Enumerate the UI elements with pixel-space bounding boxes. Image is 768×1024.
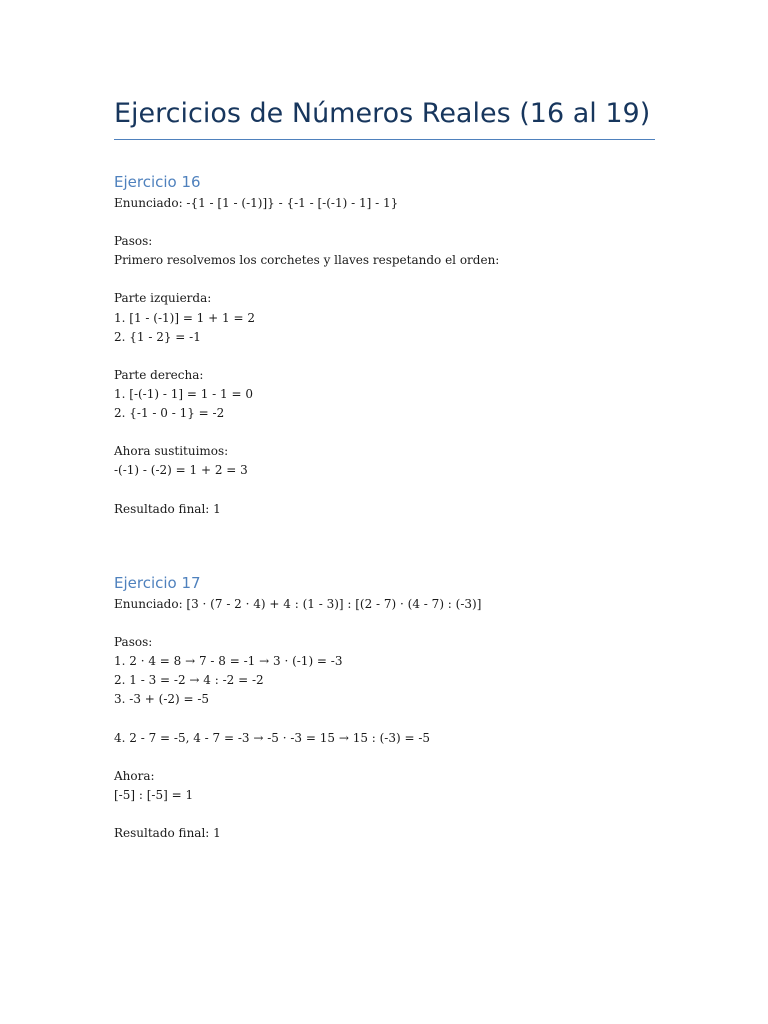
document-title: Ejercicios de Números Reales (16 al 19): [114, 98, 651, 129]
substitution-line: -(-1) - (-2) = 1 + 2 = 3: [114, 463, 248, 478]
blank-line: [114, 805, 674, 824]
final-result-line: Resultado final: 1: [114, 826, 221, 841]
blank-line: [114, 480, 674, 499]
blank-line: [114, 710, 674, 729]
exercise-17-heading: Ejercicio 17: [114, 574, 201, 592]
step-line: 1. 2 · 4 = 8 → 7 - 8 = -1 → 3 · (-1) = -3: [114, 654, 343, 669]
substitution-label: Ahora sustituimos:: [114, 444, 229, 459]
blank-line: [114, 347, 674, 366]
step-line: 2. {1 - 2} = -1: [114, 329, 201, 344]
exercise-16-body: [114, 194, 674, 519]
statement-line: Enunciado: [3 · (7 - 2 · 4) + 4 : (1 - 3)] : [(2 - 7) · (4 - 7) : (-3)]: [114, 597, 482, 611]
step-line: 1. [1 - (-1)] = 1 + 1 = 2: [114, 310, 255, 325]
step-line: 2. 1 - 3 = -2 → 4 : -2 = -2: [114, 673, 264, 688]
blank-line: [114, 270, 674, 289]
steps-label: Pasos:: [114, 635, 153, 650]
step-intro-line: Primero resolvemos los corchetes y llaves respetando el orden:: [114, 253, 500, 268]
exercise-17-section: [114, 571, 674, 843]
exercise-17-body: [114, 595, 674, 843]
steps-label: Pasos:: [114, 234, 153, 249]
title-underline: [114, 139, 655, 140]
statement-line: Enunciado: -{1 - [1 - (-1)]} - {-1 - [-(-1) - 1] - 1}: [114, 196, 399, 210]
blank-line: [114, 614, 674, 633]
step-line: 4. 2 - 7 = -5, 4 - 7 = -3 → -5 · -3 = 15 → 15 : (-3) = -5: [114, 730, 431, 745]
right-part-label: Parte derecha:: [114, 367, 204, 382]
final-result-line: Resultado final: 1: [114, 501, 221, 516]
step-line: 2. {-1 - 0 - 1} = -2: [114, 406, 225, 421]
then-label: Ahora:: [114, 768, 155, 783]
exercise-16-heading: Ejercicio 16: [114, 173, 201, 191]
exercise-16-section: [114, 170, 674, 519]
step-line: 3. -3 + (-2) = -5: [114, 692, 210, 707]
blank-line: [114, 748, 674, 767]
left-part-label: Parte izquierda:: [114, 291, 212, 306]
step-line: [-5] : [-5] = 1: [114, 787, 194, 802]
blank-line: [114, 213, 674, 232]
blank-line: [114, 423, 674, 442]
step-line: 1. [-(-1) - 1] = 1 - 1 = 0: [114, 386, 254, 401]
